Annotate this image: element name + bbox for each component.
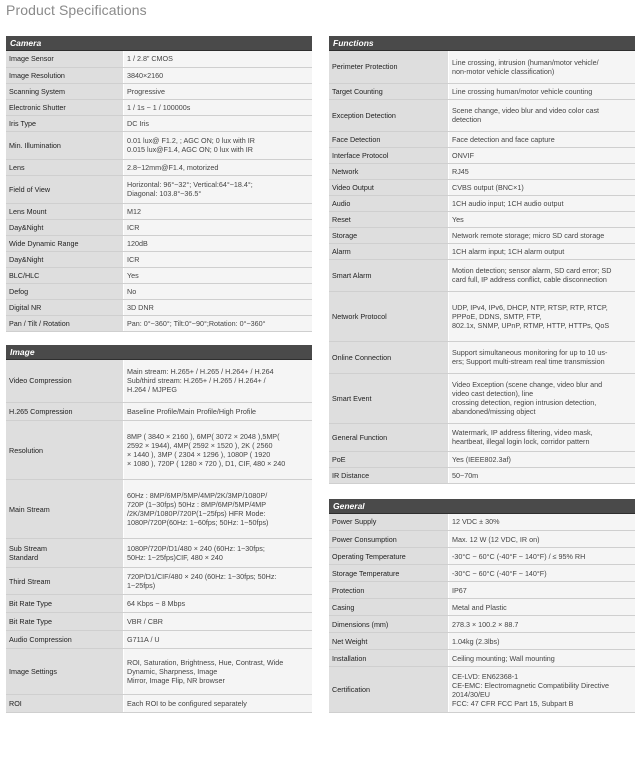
spec-label: Reset: [329, 211, 449, 227]
spec-value: Pan: 0°~360°; Tilt:0°~90°;Rotation: 0°~360°: [124, 315, 313, 331]
spec-label: Storage Temperature: [329, 565, 449, 582]
spec-row: [329, 147, 635, 163]
spec-row: [6, 649, 312, 695]
spec-row: [329, 531, 635, 548]
spec-row: [329, 211, 635, 227]
spec-value: 1 / 1s ~ 1 / 100000s: [124, 99, 313, 115]
spec-row: [6, 283, 312, 299]
functions-section-header: Functions: [329, 36, 635, 51]
spec-row: [6, 539, 312, 568]
spec-label: Net Weight: [329, 633, 449, 650]
spec-label: Dimensions (mm): [329, 616, 449, 633]
spec-value: 1CH alarm input; 1CH alarm output: [449, 243, 636, 259]
spec-row: [6, 159, 312, 175]
spec-row: [329, 291, 635, 341]
spec-label: Video Compression: [6, 360, 124, 403]
spec-value: 12 VDC ± 30%: [449, 514, 636, 531]
spec-label: Storage: [329, 227, 449, 243]
spec-row: [6, 99, 312, 115]
spec-value: Main stream: H.265+ / H.265 / H.264+ / H.264 Sub/third stream: H.265+ / H.265 / H.264+ / H.264 / MJPEG: [124, 360, 313, 403]
spec-value: ICR: [124, 219, 313, 235]
spec-value: Max. 12 W (12 VDC, IR on): [449, 531, 636, 548]
general-spec-table: [329, 514, 635, 714]
spec-label: Face Detection: [329, 131, 449, 147]
spec-label: Installation: [329, 650, 449, 667]
spec-label: Power Consumption: [329, 531, 449, 548]
spec-label: Smart Event: [329, 373, 449, 423]
spec-label: Bit Rate Type: [6, 595, 124, 613]
image-section: [6, 345, 312, 714]
spec-row: [329, 514, 635, 531]
spec-label: Day&Night: [6, 251, 124, 267]
spec-row: [6, 267, 312, 283]
spec-row: [329, 243, 635, 259]
spec-row: [6, 568, 312, 595]
spec-value: RJ45: [449, 163, 636, 179]
spec-value: 1.04kg (2.3lbs): [449, 633, 636, 650]
spec-value: 3D DNR: [124, 299, 313, 315]
spec-value: Face detection and face capture: [449, 131, 636, 147]
spec-row: [329, 195, 635, 211]
spec-label: Exception Detection: [329, 99, 449, 131]
spec-row: [329, 51, 635, 83]
spec-value: 50~70m: [449, 467, 636, 483]
spec-label: Scanning System: [6, 83, 124, 99]
spec-value: Each ROI to be configured separately: [124, 695, 313, 713]
spec-row: [329, 650, 635, 667]
spec-row: [6, 299, 312, 315]
camera-section: [6, 36, 312, 332]
spec-row: [6, 67, 312, 83]
spec-value: 64 Kbps ~ 8 Mbps: [124, 595, 313, 613]
spec-row: [329, 467, 635, 483]
spec-row: [6, 315, 312, 331]
spec-value: Horizontal: 96°~32°; Vertical:64°~18.4°; Diagonal: 103.8°~36.5°: [124, 175, 313, 203]
spec-row: [6, 235, 312, 251]
spec-value: ONVIF: [449, 147, 636, 163]
image-section-header: Image: [6, 345, 312, 360]
spec-label: Online Connection: [329, 341, 449, 373]
camera-section-header: Camera: [6, 36, 312, 51]
functions-section: [329, 36, 635, 484]
spec-label: Digital NR: [6, 299, 124, 315]
spec-row: [6, 219, 312, 235]
spec-label: Image Resolution: [6, 67, 124, 83]
spec-label: Network: [329, 163, 449, 179]
spec-label: Main Stream: [6, 480, 124, 539]
spec-row: [329, 341, 635, 373]
spec-value: 720P/D1/CIF/480 × 240 (60Hz: 1~30fps; 50Hz: 1~25fps): [124, 568, 313, 595]
spec-label: Image Sensor: [6, 51, 124, 67]
spec-label: Wide Dynamic Range: [6, 235, 124, 251]
spec-value: G711A / U: [124, 631, 313, 649]
spec-row: [6, 251, 312, 267]
spec-label: Interface Protocol: [329, 147, 449, 163]
spec-value: Progressive: [124, 83, 313, 99]
spec-row: [329, 582, 635, 599]
spec-value: 8MP ( 3840 × 2160 ), 6MP( 3072 × 2048 ),5MP( 2592 × 1944), 4MP( 2592 × 1520 ), 2K ( 2560 × 1440 ), 3MP ( 2304 × 1296 ), 1080P ( 1920 × 1080 ), 720P ( 1280 × 720 ), D1, CIF, 480 × 240: [124, 421, 313, 480]
spec-value: Yes: [449, 211, 636, 227]
spec-label: Defog: [6, 283, 124, 299]
spec-label: Audio Compression: [6, 631, 124, 649]
spec-label: General Function: [329, 423, 449, 451]
spec-label: Operating Temperature: [329, 548, 449, 565]
spec-value: VBR / CBR: [124, 613, 313, 631]
spec-row: [6, 613, 312, 631]
spec-row: [329, 451, 635, 467]
spec-value: Motion detection; sensor alarm, SD card error; SD card full, IP address conflict, cable disconnection: [449, 259, 636, 291]
spec-row: [6, 51, 312, 67]
spec-label: Lens Mount: [6, 203, 124, 219]
spec-row: [329, 633, 635, 650]
spec-row: [6, 203, 312, 219]
spec-row: [329, 227, 635, 243]
spec-row: [6, 421, 312, 480]
spec-row: [329, 548, 635, 565]
spec-label: Pan / Tilt / Rotation: [6, 315, 124, 331]
spec-value: Metal and Plastic: [449, 599, 636, 616]
spec-label: Iris Type: [6, 115, 124, 131]
spec-row: [329, 599, 635, 616]
spec-row: [6, 631, 312, 649]
spec-row: [329, 667, 635, 713]
spec-label: Video Output: [329, 179, 449, 195]
spec-row: [6, 403, 312, 421]
spec-row: [329, 131, 635, 147]
camera-spec-table: [6, 51, 312, 332]
spec-label: Resolution: [6, 421, 124, 480]
spec-row: [329, 163, 635, 179]
spec-label: BLC/HLC: [6, 267, 124, 283]
functions-spec-table: [329, 51, 635, 484]
left-column: [6, 36, 312, 713]
spec-label: Field of View: [6, 175, 124, 203]
spec-value: Support simultaneous monitoring for up to 10 us- ers; Support multi-stream real time transmission: [449, 341, 636, 373]
spec-label: Bit Rate Type: [6, 613, 124, 631]
spec-value: -30°C ~ 60°C (-40°F ~ 140°F): [449, 565, 636, 582]
spec-label: Electronic Shutter: [6, 99, 124, 115]
spec-value: 2.8~12mm@F1.4, motorized: [124, 159, 313, 175]
spec-label: IR Distance: [329, 467, 449, 483]
spec-label: Sub Stream Standard: [6, 539, 124, 568]
spec-row: [6, 83, 312, 99]
spec-row: [329, 373, 635, 423]
spec-value: UDP, IPv4, IPv6, DHCP, NTP, RTSP, RTP, RTCP, PPPoE, DDNS, SMTP, FTP, 802.1x, SNMP, UPnP, RTMP, HTTP, HTTPs, QoS: [449, 291, 636, 341]
spec-row: [329, 565, 635, 582]
spec-row: [329, 99, 635, 131]
spec-label: Smart Alarm: [329, 259, 449, 291]
spec-label: Lens: [6, 159, 124, 175]
spec-label: Min. Illumination: [6, 131, 124, 159]
spec-value: CE-LVD: EN62368-1 CE-EMC: Electromagnetic Compatibility Directive 2014/30/EU FCC: 47 CFR FCC Part 15, Subpart B: [449, 667, 636, 713]
spec-value: DC Iris: [124, 115, 313, 131]
spec-label: Perimeter Protection: [329, 51, 449, 83]
spec-value: 3840×2160: [124, 67, 313, 83]
spec-value: 1 / 2.8” CMOS: [124, 51, 313, 67]
spec-row: [329, 423, 635, 451]
spec-value: Yes (IEEE802.3af): [449, 451, 636, 467]
spec-value: 60Hz : 8MP/6MP/5MP/4MP/2K/3MP/1080P/ 720P (1~30fps) 50Hz : 8MP/6MP/5MP/4MP /2K/3MP/1080P/720P(1~25fps) HFR Mode: 1080P/720P(60Hz: 1~60fps; 50Hz: 1~50fps): [124, 480, 313, 539]
spec-value: ICR: [124, 251, 313, 267]
spec-label: PoE: [329, 451, 449, 467]
spec-value: 278.3 × 100.2 × 88.7: [449, 616, 636, 633]
spec-value: -30°C ~ 60°C (-40°F ~ 140°F) / ≤ 95% RH: [449, 548, 636, 565]
spec-value: 0.01 lux@ F1.2, ; AGC ON; 0 lux with IR 0.015 lux@F1.4, AGC ON; 0 lux with IR: [124, 131, 313, 159]
spec-value: Video Exception (scene change, video blur and video cast detection), line crossing detection, region intrusion detection, abandoned/missing object: [449, 373, 636, 423]
spec-row: [329, 616, 635, 633]
spec-label: Certification: [329, 667, 449, 713]
spec-value: Line crossing human/motor vehicle counting: [449, 83, 636, 99]
spec-label: Audio: [329, 195, 449, 211]
spec-row: [329, 179, 635, 195]
spec-value: Line crossing, intrusion (human/motor vehicle/ non-motor vehicle classification): [449, 51, 636, 83]
spec-value: 120dB: [124, 235, 313, 251]
spec-value: Baseline Profile/Main Profile/High Profile: [124, 403, 313, 421]
general-section: [329, 499, 635, 714]
spec-value: Watermark, IP address filtering, video mask, heartbeat, illegal login lock, corridor pattern: [449, 423, 636, 451]
spec-label: Alarm: [329, 243, 449, 259]
spec-label: ROI: [6, 695, 124, 713]
spec-label: H.265 Compression: [6, 403, 124, 421]
general-section-header: General: [329, 499, 635, 514]
spec-value: Network remote storage; micro SD card storage: [449, 227, 636, 243]
spec-value: Ceiling mounting; Wall mounting: [449, 650, 636, 667]
spec-label: Casing: [329, 599, 449, 616]
spec-value: CVBS output (BNC×1): [449, 179, 636, 195]
spec-row: [6, 115, 312, 131]
spec-row: [6, 480, 312, 539]
page-title: Product Specifications: [6, 2, 147, 18]
spec-label: Image Settings: [6, 649, 124, 695]
spec-label: Day&Night: [6, 219, 124, 235]
image-spec-table: [6, 360, 312, 714]
spec-row: [329, 83, 635, 99]
right-column: [329, 36, 635, 713]
spec-label: Protection: [329, 582, 449, 599]
spec-row: [6, 131, 312, 159]
spec-value: No: [124, 283, 313, 299]
spec-value: ROI, Saturation, Brightness, Hue, Contrast, Wide Dynamic, Sharpness, Image Mirror, Image Flip, NR browser: [124, 649, 313, 695]
spec-row: [6, 695, 312, 713]
spec-value: Yes: [124, 267, 313, 283]
spec-label: Target Counting: [329, 83, 449, 99]
spec-label: Network Protocol: [329, 291, 449, 341]
spec-row: [6, 175, 312, 203]
spec-label: Power Supply: [329, 514, 449, 531]
spec-value: Scene change, video blur and video color cast detection: [449, 99, 636, 131]
spec-value: 1080P/720P/D1/480 × 240 (60Hz: 1~30fps; 50Hz: 1~25fps)CIF, 480 × 240: [124, 539, 313, 568]
spec-row: [6, 360, 312, 403]
spec-value: M12: [124, 203, 313, 219]
spec-value: IP67: [449, 582, 636, 599]
spec-value: 1CH audio input; 1CH audio output: [449, 195, 636, 211]
spec-row: [329, 259, 635, 291]
spec-row: [6, 595, 312, 613]
spec-label: Third Stream: [6, 568, 124, 595]
